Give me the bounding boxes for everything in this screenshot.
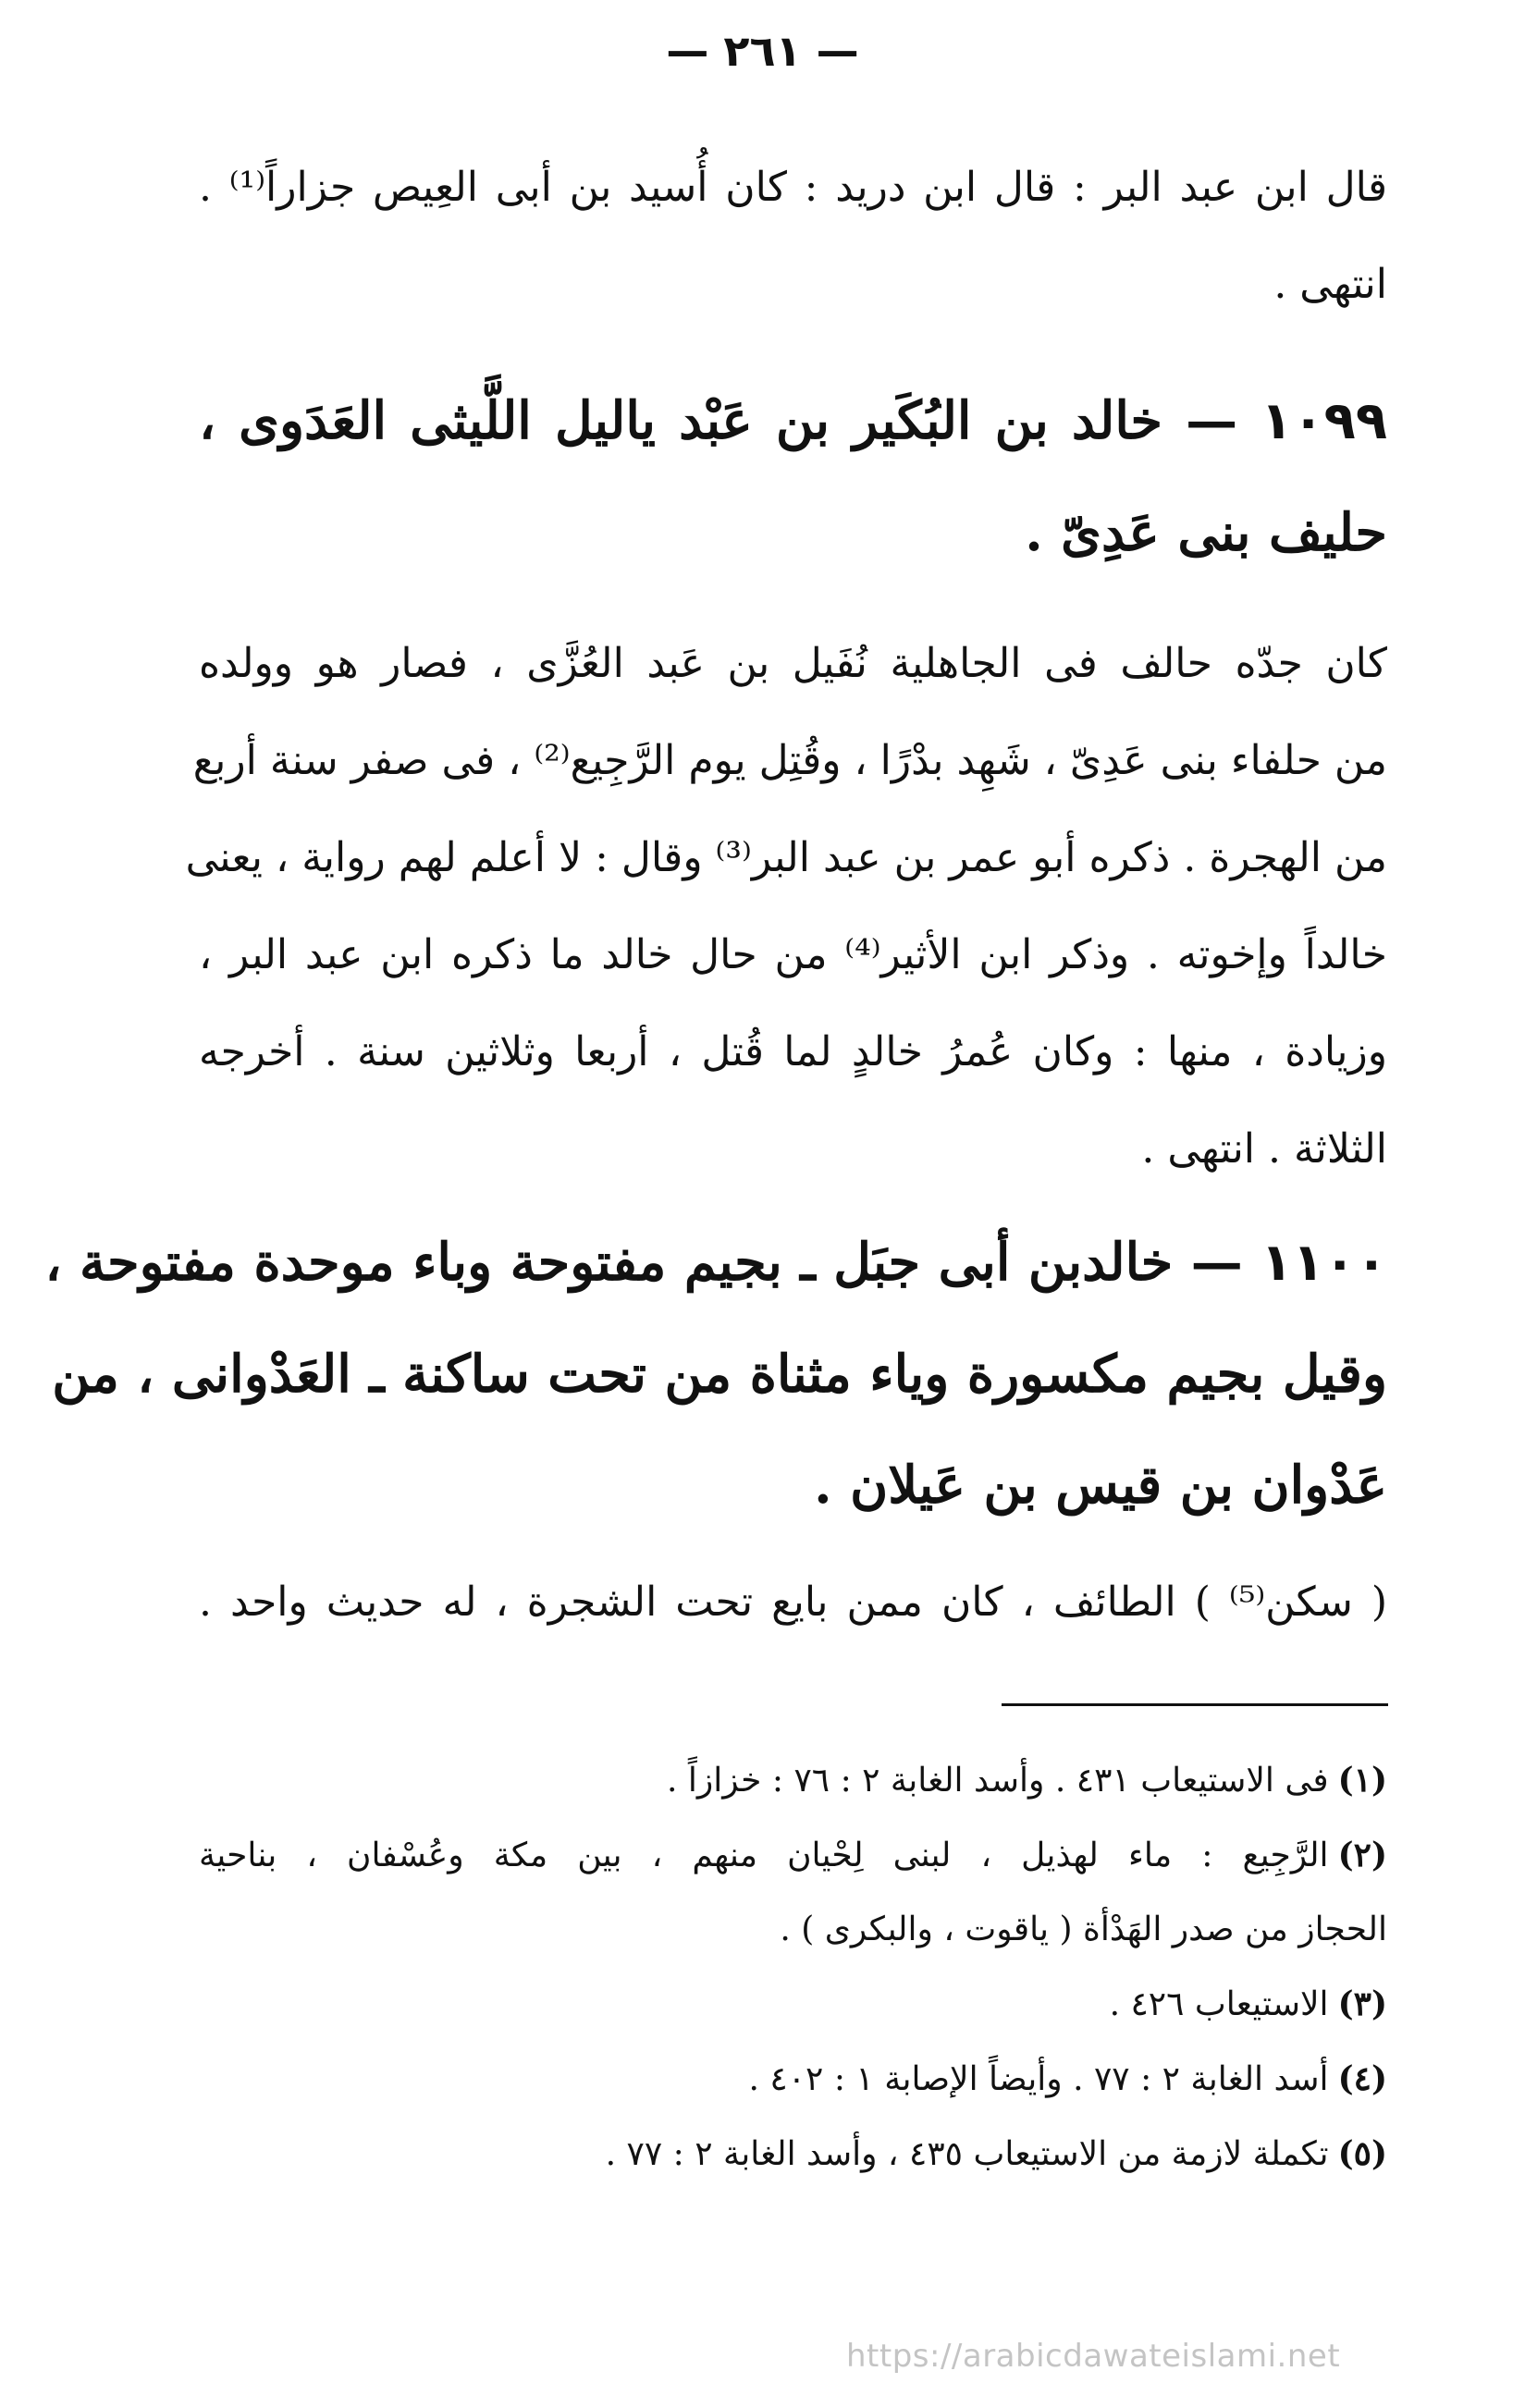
footnote-text: أسد الغابة ٢ : ٧٧ . وأيضاً الإصابة ١ : ٤٠٢ . xyxy=(748,2060,1329,2098)
footnote-text: فى الاستيعاب ٤٣١ . وأسد الغابة ٢ : ٧٦ : خزازاً . xyxy=(667,1762,1329,1800)
footnote xyxy=(199,1818,1387,1967)
heading-line: حليف بنى عَدِىّ . xyxy=(1025,502,1387,563)
heading-text: — خالد بن البُكَير بن عَبْد ياليل اللَّيثى العَدَوى ، xyxy=(199,390,1238,451)
footnote xyxy=(199,2042,1387,2117)
footnotes xyxy=(199,1743,1387,2192)
footnote-number: (٢) xyxy=(1337,1836,1387,1874)
entry-1100-heading xyxy=(44,1207,1387,1541)
text-line: من حلفاء بنى عَدِىّ ، شَهِد بدْرًا ، وقُتِل يوم الرَّجِيع⁽²⁾ ، فى صفر سنة أربع xyxy=(192,737,1387,784)
footnote xyxy=(199,1743,1387,1818)
footnote-number: (٣) xyxy=(1337,1984,1387,2023)
watermark-url: https://arabicdawateislami.net xyxy=(846,2338,1341,2375)
text-line: من الهجرة . ذكره أبو عمر بن عبد البر⁽³⁾ وقال : لا أعلم لهم رواية ، يعنى xyxy=(185,834,1387,881)
heading-line: وقيل بجيم مكسورة وياء مثناة من تحت ساكنة ـ العَدْوانى ، من xyxy=(52,1344,1387,1405)
text-line: كان جدّه حالف فى الجاهلية نُفَيل بن عَبد العُزَّى ، فصار هو وولده xyxy=(199,640,1387,687)
footnote xyxy=(199,1967,1387,2042)
heading-text: — خالدبن أبى جبَل ـ بجيم مفتوحة وباء موحدة مفتوحة ، xyxy=(44,1232,1243,1293)
text-line: قال ابن عبد البر : قال ابن دريد : كان أُسيد بن أبى العِيص جزاراً⁽¹⁾ . xyxy=(199,164,1388,211)
heading-line xyxy=(199,365,1387,477)
text-line: انتهى . xyxy=(1273,261,1387,308)
entry-number: ١١٠٠ xyxy=(1261,1233,1387,1293)
text-line: الثلاثة . انتهى . xyxy=(1141,1125,1387,1173)
page-number: — ٢٦١ — xyxy=(666,26,859,76)
text-line: خالداً وإخوته . وذكر ابن الأثير⁽⁴⁾ من حال خالد ما ذكره ابن عبد البر ، xyxy=(199,931,1387,978)
footnote-number: (٥) xyxy=(1337,2134,1387,2173)
text-line: ( سكن⁽⁵⁾ ) الطائف ، كان ممن بايع تحت الشجرة ، له حديث واحد . xyxy=(199,1579,1387,1626)
footnote-line xyxy=(199,1818,1387,1893)
footnote-text: تكملة لازمة من الاستيعاب ٤٣٥ ، وأسد الغابة ٢ : ٧٧ . xyxy=(605,2135,1329,2173)
text-line: وزيادة ، منها : وكان عُمرُ خالدٍ لما قُتل ، أربعا وثلاثين سنة . أخرجه xyxy=(199,1028,1387,1075)
footnote-text: الاستيعاب ٤٢٦ . xyxy=(1109,1985,1329,2023)
intro-paragraph xyxy=(199,139,1387,333)
entry-1099-body xyxy=(185,615,1387,1198)
footnote-number: (٤) xyxy=(1337,2059,1387,2098)
footnote xyxy=(199,2117,1387,2192)
footnote-divider xyxy=(1002,1703,1388,1706)
footnote-text: الرَّجِيع : ماء لهذيل ، لبنى لِحْيان منهم ، بين مكة وعُسْفان ، بناحية xyxy=(199,1837,1329,1874)
heading-line: عَدْوان بن قيس بن عَيلان . xyxy=(814,1455,1387,1516)
entry-number: ١٠٩٩ xyxy=(1261,391,1387,451)
footnote-number: (١) xyxy=(1337,1761,1387,1800)
heading-line xyxy=(44,1207,1387,1319)
footnote-line: الحجاز من صدر الهَدْأة ( ياقوت ، والبكرى ) . xyxy=(780,1910,1387,1948)
entry-1100-body xyxy=(199,1554,1387,1651)
entry-1099-heading xyxy=(199,365,1387,588)
